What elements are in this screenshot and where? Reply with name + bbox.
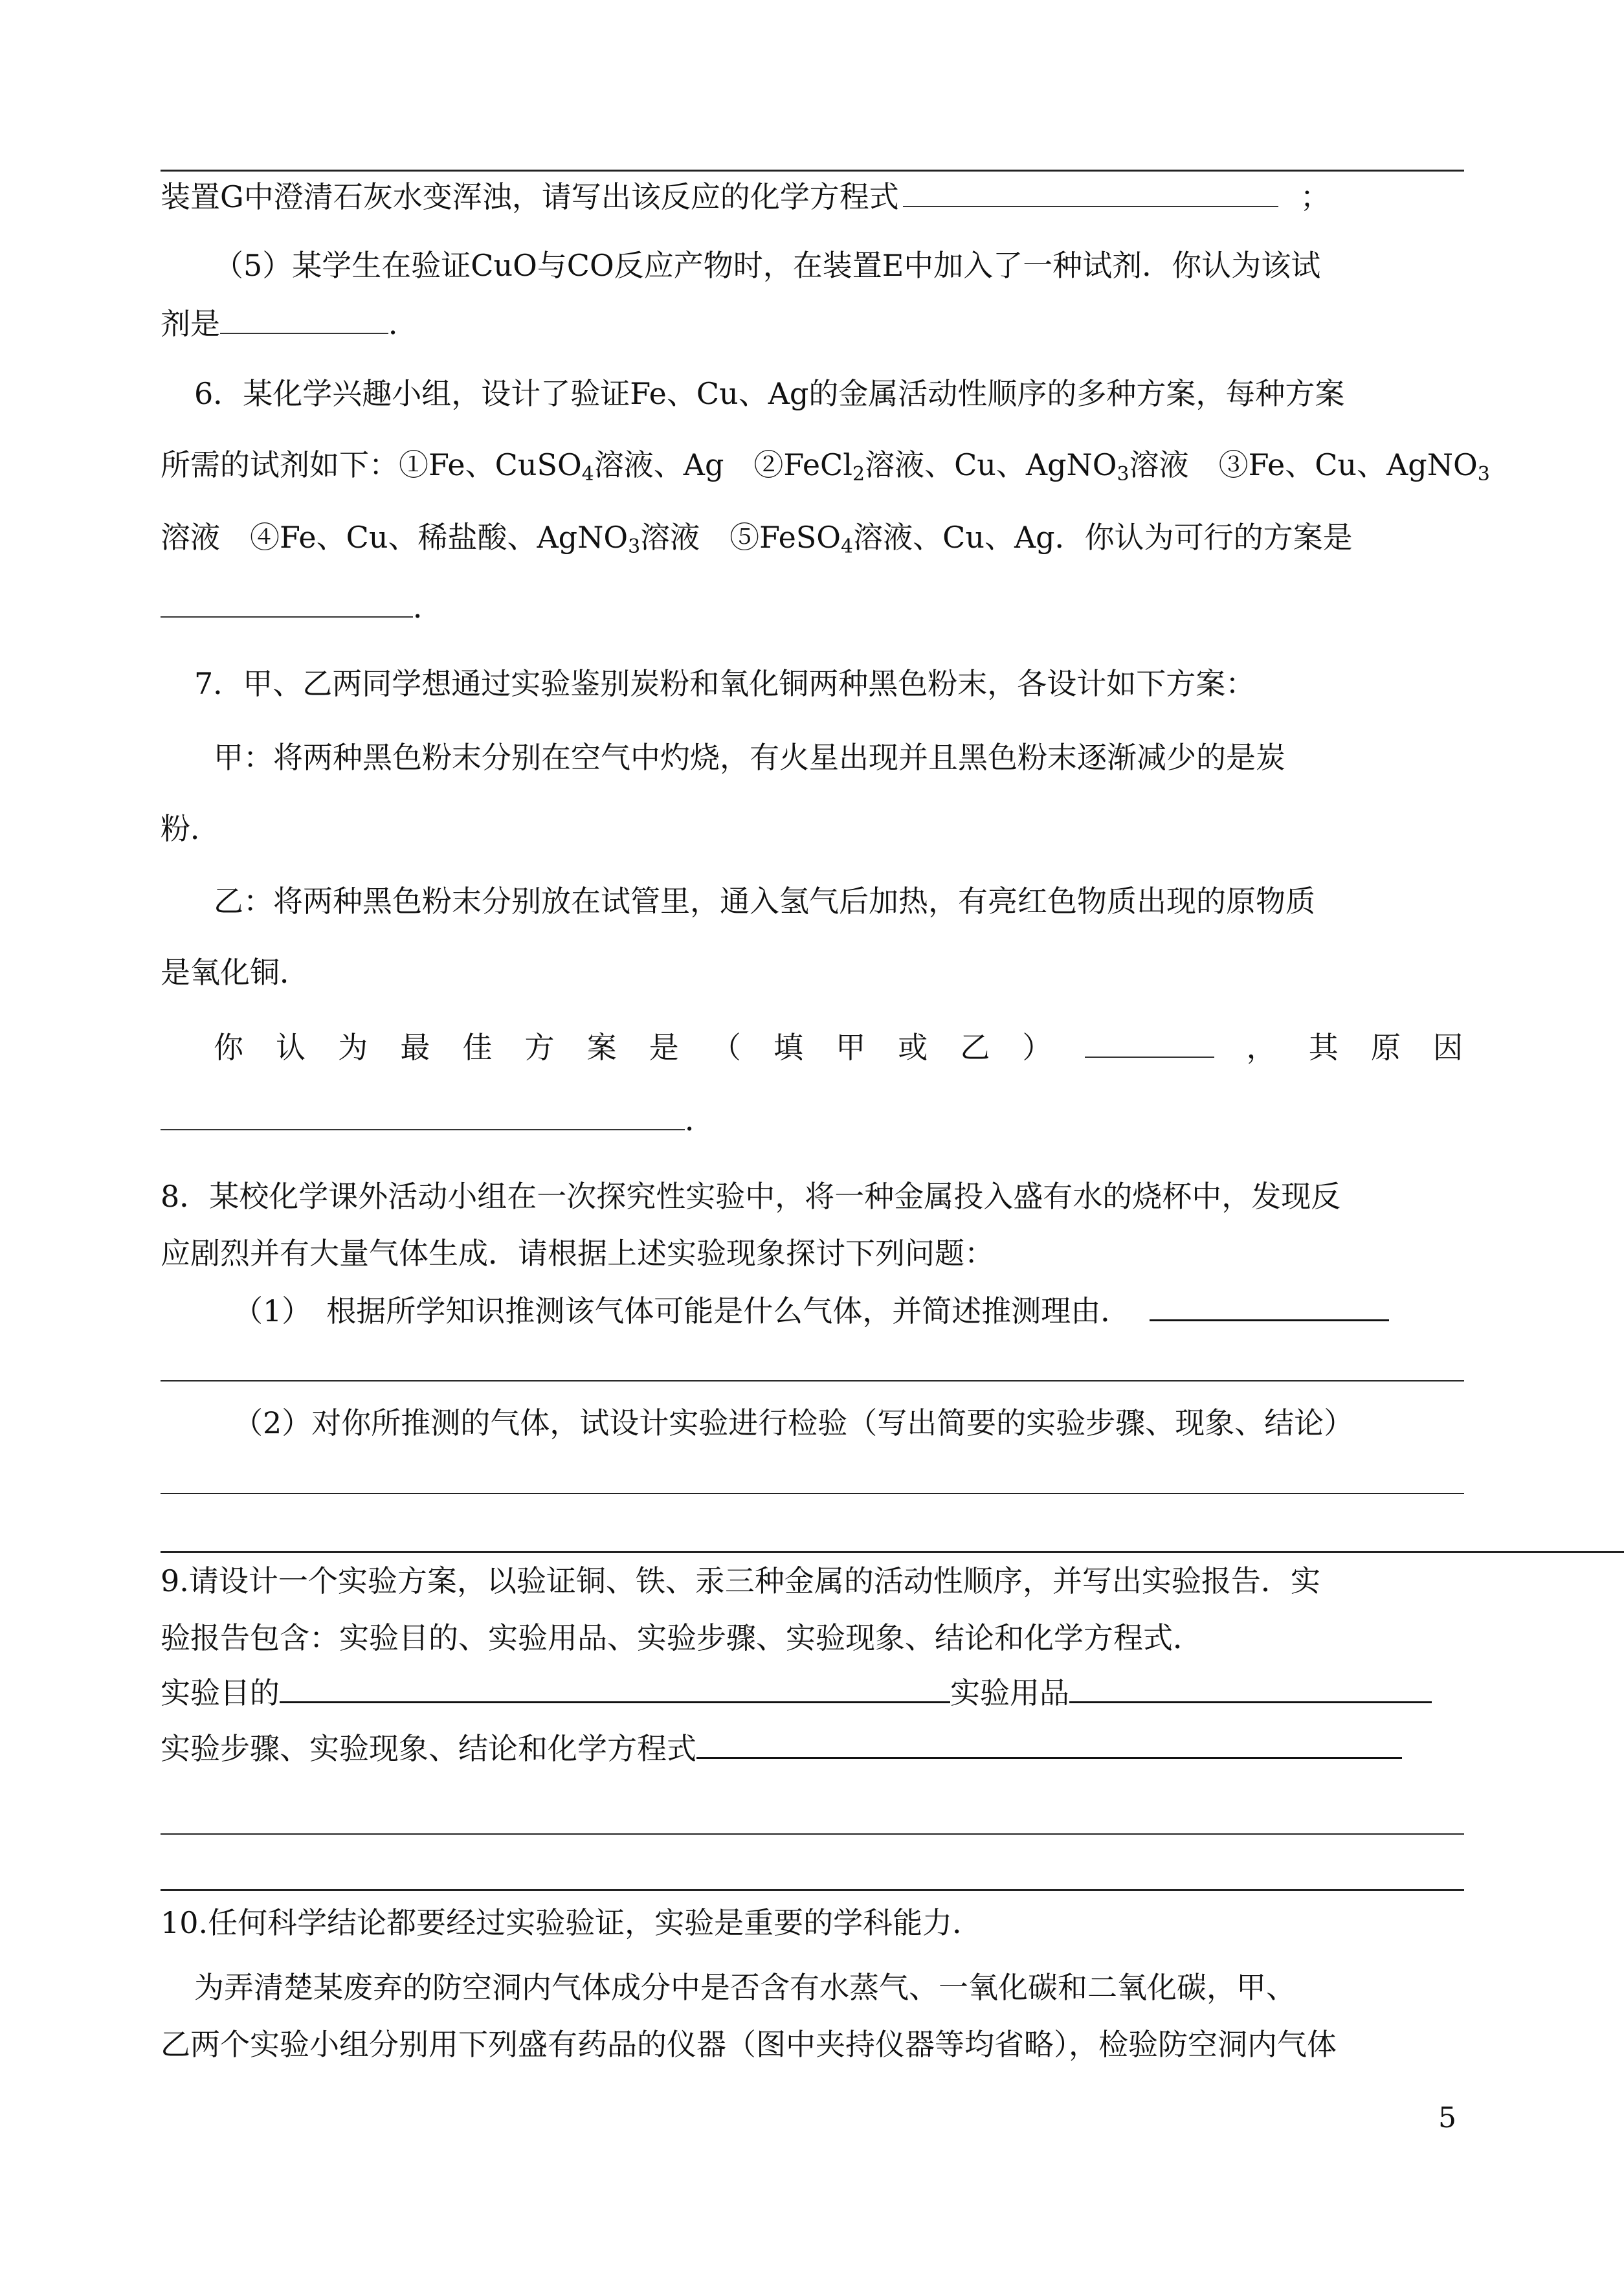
page-number: 5 xyxy=(1438,2101,1456,2134)
q6-line-2: 所需的试剂如下：①Fe、CuSO$_4$溶液、Ag ②FeCl$_2$溶液、Cu、AgNO$_3$溶液 ③Fe、Cu、AgNO$_3$ xyxy=(161,447,1490,486)
answer-blank[interactable] xyxy=(280,1673,950,1703)
q10-line-3: 乙两个实验小组分别用下列盛有药品的仪器（图中夹持仪器等均省略），检验防空洞内气体 xyxy=(161,2027,1337,2062)
top-rule xyxy=(161,170,1464,172)
answer-blank[interactable] xyxy=(161,1101,685,1130)
q8-part-1: （1） 根据所学知识推测该气体可能是什么气体，并简述推测理由． xyxy=(233,1291,1389,1330)
q8-line-2: 应剧烈并有大量气体生成．请根据上述实验现象探讨下列问题： xyxy=(161,1236,994,1271)
q7-line-1: 7．甲、乙两同学想通过实验鉴别炭粉和氧化铜两种黑色粉末，各设计如下方案： xyxy=(194,666,1256,701)
q7-yi-1: 乙：将两种黑色粉末分别放在试管里，通入氢气后加热，有亮红色物质出现的原物质 xyxy=(214,884,1315,919)
q7-jia-1: 甲：将两种黑色粉末分别在空气中灼烧，有火星出现并且黑色粉末逐渐减少的是炭 xyxy=(214,740,1285,775)
answer-blank[interactable] xyxy=(161,588,413,618)
answer-blank[interactable] xyxy=(1085,1028,1214,1058)
q6-line-1: 6．某化学兴趣小组，设计了验证Fe、Cu、Ag的金属活动性顺序的多种方案，每种方案 xyxy=(194,376,1345,411)
q5-part5-line-1: （5）某学生在验证CuO与CO反应产物时，在装置E中加入了一种试剂．你认为该试 xyxy=(214,248,1321,283)
q8-line-1: 8．某校化学课外活动小组在一次探究性实验中，将一种金属投入盛有水的烧杯中，发现反 xyxy=(161,1179,1341,1214)
answer-blank[interactable] xyxy=(1069,1673,1432,1703)
answer-blank[interactable] xyxy=(696,1728,1402,1759)
answer-blank[interactable] xyxy=(903,177,1278,207)
answer-line[interactable] xyxy=(161,1889,1464,1891)
q6-line-3: 溶液 ④Fe、Cu、稀盐酸、AgNO$_3$溶液 ⑤FeSO$_4$溶液、Cu、Ag．你认为可行的方案是 xyxy=(161,520,1353,558)
q9-steps-line: 实验步骤、实验现象、结论和化学方程式 xyxy=(161,1728,1402,1768)
answer-line[interactable] xyxy=(161,1833,1464,1835)
answer-blank[interactable] xyxy=(1150,1291,1389,1321)
q7-jia-2: 粉． xyxy=(161,811,220,846)
q8-part-2: （2）对你所推测的气体，试设计实验进行检验（写出简要的实验步骤、现象、结论） xyxy=(233,1405,1354,1440)
q10-line-1: 10.任何科学结论都要经过实验验证，实验是重要的学科能力． xyxy=(161,1905,983,1940)
answer-line[interactable] xyxy=(161,1380,1464,1381)
answer-blank[interactable] xyxy=(220,304,388,334)
q9-line-2: 验报告包含：实验目的、实验用品、实验步骤、实验现象、结论和化学方程式． xyxy=(161,1620,1203,1655)
section-rule xyxy=(161,1551,1624,1553)
q9-purpose-line: 实验目的 实验用品 xyxy=(161,1673,1432,1712)
q5-line-1: 装置G中澄清石灰水变浑浊，请写出该反应的化学方程式 ； xyxy=(161,177,1330,216)
q7-reason-line: ． xyxy=(161,1101,715,1139)
q7-ask-line: 你 认 为 最 佳 方 案 是 （ 填 甲 或 乙 ） ， 其 原 因 xyxy=(214,1028,1463,1067)
q10-line-2: 为弄清楚某废弃的防空洞内气体成分中是否含有水蒸气、一氧化碳和二氧化碳，甲、 xyxy=(194,1970,1296,2005)
q7-yi-2: 是氧化铜． xyxy=(161,955,309,990)
q5-part5-line-2: 剂是 ． xyxy=(161,304,418,343)
q6-line-4: ． xyxy=(161,588,443,627)
q9-line-1: 9.请设计一个实验方案，以验证铜、铁、汞三种金属的活动性顺序，并写出实验报告．实 xyxy=(161,1563,1320,1598)
answer-line[interactable] xyxy=(161,1493,1464,1494)
